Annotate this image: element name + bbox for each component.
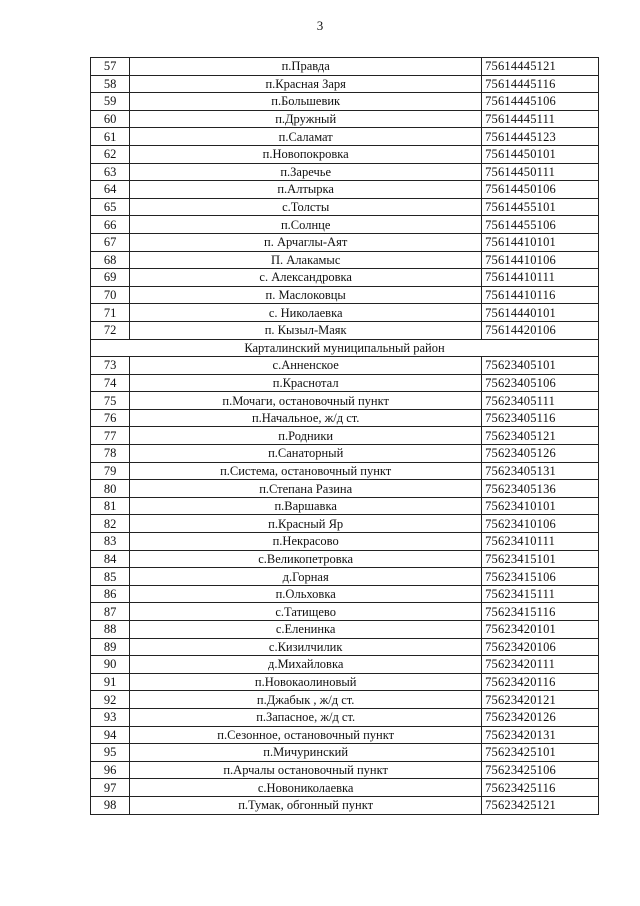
settlement-name: п.Дружный [130, 110, 482, 128]
oktmo-code: 75623425106 [482, 761, 599, 779]
oktmo-code: 75614445111 [482, 110, 599, 128]
row-number: 67 [91, 233, 130, 251]
row-number: 94 [91, 726, 130, 744]
oktmo-code: 75623405101 [482, 357, 599, 375]
settlement-name: п.Краснотал [130, 374, 482, 392]
settlement-name: п.Некрасово [130, 533, 482, 551]
settlement-name: п.Ольховка [130, 585, 482, 603]
settlement-name: п.Новопокровка [130, 145, 482, 163]
oktmo-code: 75614410111 [482, 269, 599, 287]
oktmo-code: 75623420126 [482, 708, 599, 726]
table-row [91, 515, 599, 533]
oktmo-code: 75623405111 [482, 392, 599, 410]
table-row [91, 497, 599, 515]
row-number: 89 [91, 638, 130, 656]
oktmo-code: 75614410116 [482, 286, 599, 304]
settlement-name: с.Анненское [130, 357, 482, 375]
settlement-name: п.Степана Разина [130, 480, 482, 498]
settlement-name: п. Арчаглы-Аят [130, 233, 482, 251]
table-row [91, 75, 599, 93]
row-number: 81 [91, 497, 130, 515]
row-number: 75 [91, 392, 130, 410]
settlement-name: П. Алакамыс [130, 251, 482, 269]
settlement-name: п.Родники [130, 427, 482, 445]
table-row [91, 181, 599, 199]
section-title: Карталинский муниципальный район [91, 339, 599, 357]
row-number: 87 [91, 603, 130, 621]
row-number: 85 [91, 568, 130, 586]
oktmo-code: 75614445116 [482, 75, 599, 93]
row-number: 93 [91, 708, 130, 726]
oktmo-code: 75623405136 [482, 480, 599, 498]
oktmo-code: 75623420131 [482, 726, 599, 744]
oktmo-code: 75623420106 [482, 638, 599, 656]
settlement-name: п.Заречье [130, 163, 482, 181]
oktmo-code: 75623420101 [482, 621, 599, 639]
table-row [91, 163, 599, 181]
table-row [91, 779, 599, 797]
table-row [91, 128, 599, 146]
settlement-name: д.Михайловка [130, 656, 482, 674]
row-number: 66 [91, 216, 130, 234]
table-row [91, 110, 599, 128]
row-number: 64 [91, 181, 130, 199]
table-row [91, 796, 599, 814]
table-row [91, 585, 599, 603]
oktmo-code: 75623420116 [482, 673, 599, 691]
table-row [91, 145, 599, 163]
table-row [91, 726, 599, 744]
table-row [91, 233, 599, 251]
table-row [91, 708, 599, 726]
row-number: 62 [91, 145, 130, 163]
oktmo-code: 75614455106 [482, 216, 599, 234]
row-number: 71 [91, 304, 130, 322]
row-number: 95 [91, 744, 130, 762]
oktmo-code: 75614450101 [482, 145, 599, 163]
settlement-name: п.Джабык , ж/д ст. [130, 691, 482, 709]
row-number: 73 [91, 357, 130, 375]
oktmo-code: 75623425101 [482, 744, 599, 762]
settlements-table [90, 57, 599, 815]
oktmo-code: 75614410106 [482, 251, 599, 269]
oktmo-code: 75623410106 [482, 515, 599, 533]
table-row [91, 357, 599, 375]
settlement-name: с. Александровка [130, 269, 482, 287]
settlement-name: п.Красный Яр [130, 515, 482, 533]
row-number: 78 [91, 445, 130, 463]
settlement-name: с.Еленинка [130, 621, 482, 639]
settlement-name: п.Новокаолиновый [130, 673, 482, 691]
row-number: 76 [91, 409, 130, 427]
table-row [91, 621, 599, 639]
oktmo-code: 75623405131 [482, 462, 599, 480]
oktmo-code: 75614450111 [482, 163, 599, 181]
row-number: 96 [91, 761, 130, 779]
settlement-name: п.Варшавка [130, 497, 482, 515]
oktmo-code: 75623415106 [482, 568, 599, 586]
oktmo-code: 75623410111 [482, 533, 599, 551]
row-number: 63 [91, 163, 130, 181]
row-number: 84 [91, 550, 130, 568]
oktmo-code: 75623415116 [482, 603, 599, 621]
row-number: 90 [91, 656, 130, 674]
table-row [91, 269, 599, 287]
settlement-name: с.Кизилчилик [130, 638, 482, 656]
oktmo-code: 75623410101 [482, 497, 599, 515]
settlement-name: д.Горная [130, 568, 482, 586]
row-number: 91 [91, 673, 130, 691]
settlement-name: п.Большевик [130, 93, 482, 111]
row-number: 58 [91, 75, 130, 93]
page-number: 3 [316, 18, 324, 33]
table-row [91, 58, 599, 76]
oktmo-code: 75614445123 [482, 128, 599, 146]
row-number: 92 [91, 691, 130, 709]
oktmo-code: 75614410101 [482, 233, 599, 251]
table-row [91, 251, 599, 269]
settlement-name: п.Система, остановочный пункт [130, 462, 482, 480]
row-number: 68 [91, 251, 130, 269]
table-row [91, 550, 599, 568]
settlement-name: п.Санаторный [130, 445, 482, 463]
settlement-name: п. Кызыл-Маяк [130, 321, 482, 339]
row-number: 86 [91, 585, 130, 603]
row-number: 61 [91, 128, 130, 146]
table-row [91, 304, 599, 322]
settlement-name: п.Сезонное, остановочный пункт [130, 726, 482, 744]
table-row [91, 744, 599, 762]
section-header-row [91, 339, 599, 357]
table-row [91, 462, 599, 480]
row-number: 72 [91, 321, 130, 339]
settlement-name: с.Новониколаевка [130, 779, 482, 797]
oktmo-code: 75623415101 [482, 550, 599, 568]
oktmo-code: 75614445121 [482, 58, 599, 76]
oktmo-code: 75623420121 [482, 691, 599, 709]
table-row [91, 673, 599, 691]
table-row [91, 533, 599, 551]
row-number: 59 [91, 93, 130, 111]
settlement-name: п.Арчалы остановочный пункт [130, 761, 482, 779]
row-number: 80 [91, 480, 130, 498]
table-body [91, 58, 599, 815]
settlement-name: п.Солнце [130, 216, 482, 234]
table-row [91, 480, 599, 498]
settlement-name: п.Саламат [130, 128, 482, 146]
table-row [91, 761, 599, 779]
table-row [91, 321, 599, 339]
oktmo-code: 75623405106 [482, 374, 599, 392]
settlement-name: п.Алтырка [130, 181, 482, 199]
table-row [91, 286, 599, 304]
row-number: 82 [91, 515, 130, 533]
settlement-name: с.Толсты [130, 198, 482, 216]
table-row [91, 374, 599, 392]
oktmo-code: 75623425121 [482, 796, 599, 814]
oktmo-code: 75614420106 [482, 321, 599, 339]
settlement-name: п.Красная Заря [130, 75, 482, 93]
row-number: 74 [91, 374, 130, 392]
oktmo-code: 75614445106 [482, 93, 599, 111]
row-number: 60 [91, 110, 130, 128]
table-row [91, 445, 599, 463]
settlement-name: п.Тумак, обгонный пункт [130, 796, 482, 814]
row-number: 88 [91, 621, 130, 639]
oktmo-code: 75614450106 [482, 181, 599, 199]
table-row [91, 392, 599, 410]
table-row [91, 656, 599, 674]
row-number: 69 [91, 269, 130, 287]
oktmo-code: 75623405116 [482, 409, 599, 427]
oktmo-code: 75614455101 [482, 198, 599, 216]
row-number: 83 [91, 533, 130, 551]
table-row [91, 409, 599, 427]
settlement-name: с.Татищево [130, 603, 482, 621]
table-row [91, 691, 599, 709]
row-number: 97 [91, 779, 130, 797]
row-number: 65 [91, 198, 130, 216]
settlement-name: п.Начальное, ж/д ст. [130, 409, 482, 427]
row-number: 79 [91, 462, 130, 480]
table-row [91, 198, 599, 216]
oktmo-code: 75623420111 [482, 656, 599, 674]
table-row [91, 568, 599, 586]
table-row [91, 603, 599, 621]
settlement-name: п. Маслоковцы [130, 286, 482, 304]
table-row [91, 93, 599, 111]
row-number: 77 [91, 427, 130, 445]
settlement-name: п.Правда [130, 58, 482, 76]
settlement-name: п.Запасное, ж/д ст. [130, 708, 482, 726]
settlement-name: с.Великопетровка [130, 550, 482, 568]
row-number: 70 [91, 286, 130, 304]
oktmo-code: 75614440101 [482, 304, 599, 322]
settlement-name: с. Николаевка [130, 304, 482, 322]
table-row [91, 638, 599, 656]
oktmo-code: 75623425116 [482, 779, 599, 797]
row-number: 98 [91, 796, 130, 814]
oktmo-code: 75623405121 [482, 427, 599, 445]
settlement-name: п.Мочаги, остановочный пункт [130, 392, 482, 410]
table-row [91, 427, 599, 445]
table-row [91, 216, 599, 234]
oktmo-code: 75623415111 [482, 585, 599, 603]
row-number: 57 [91, 58, 130, 76]
oktmo-code: 75623405126 [482, 445, 599, 463]
settlement-name: п.Мичуринский [130, 744, 482, 762]
